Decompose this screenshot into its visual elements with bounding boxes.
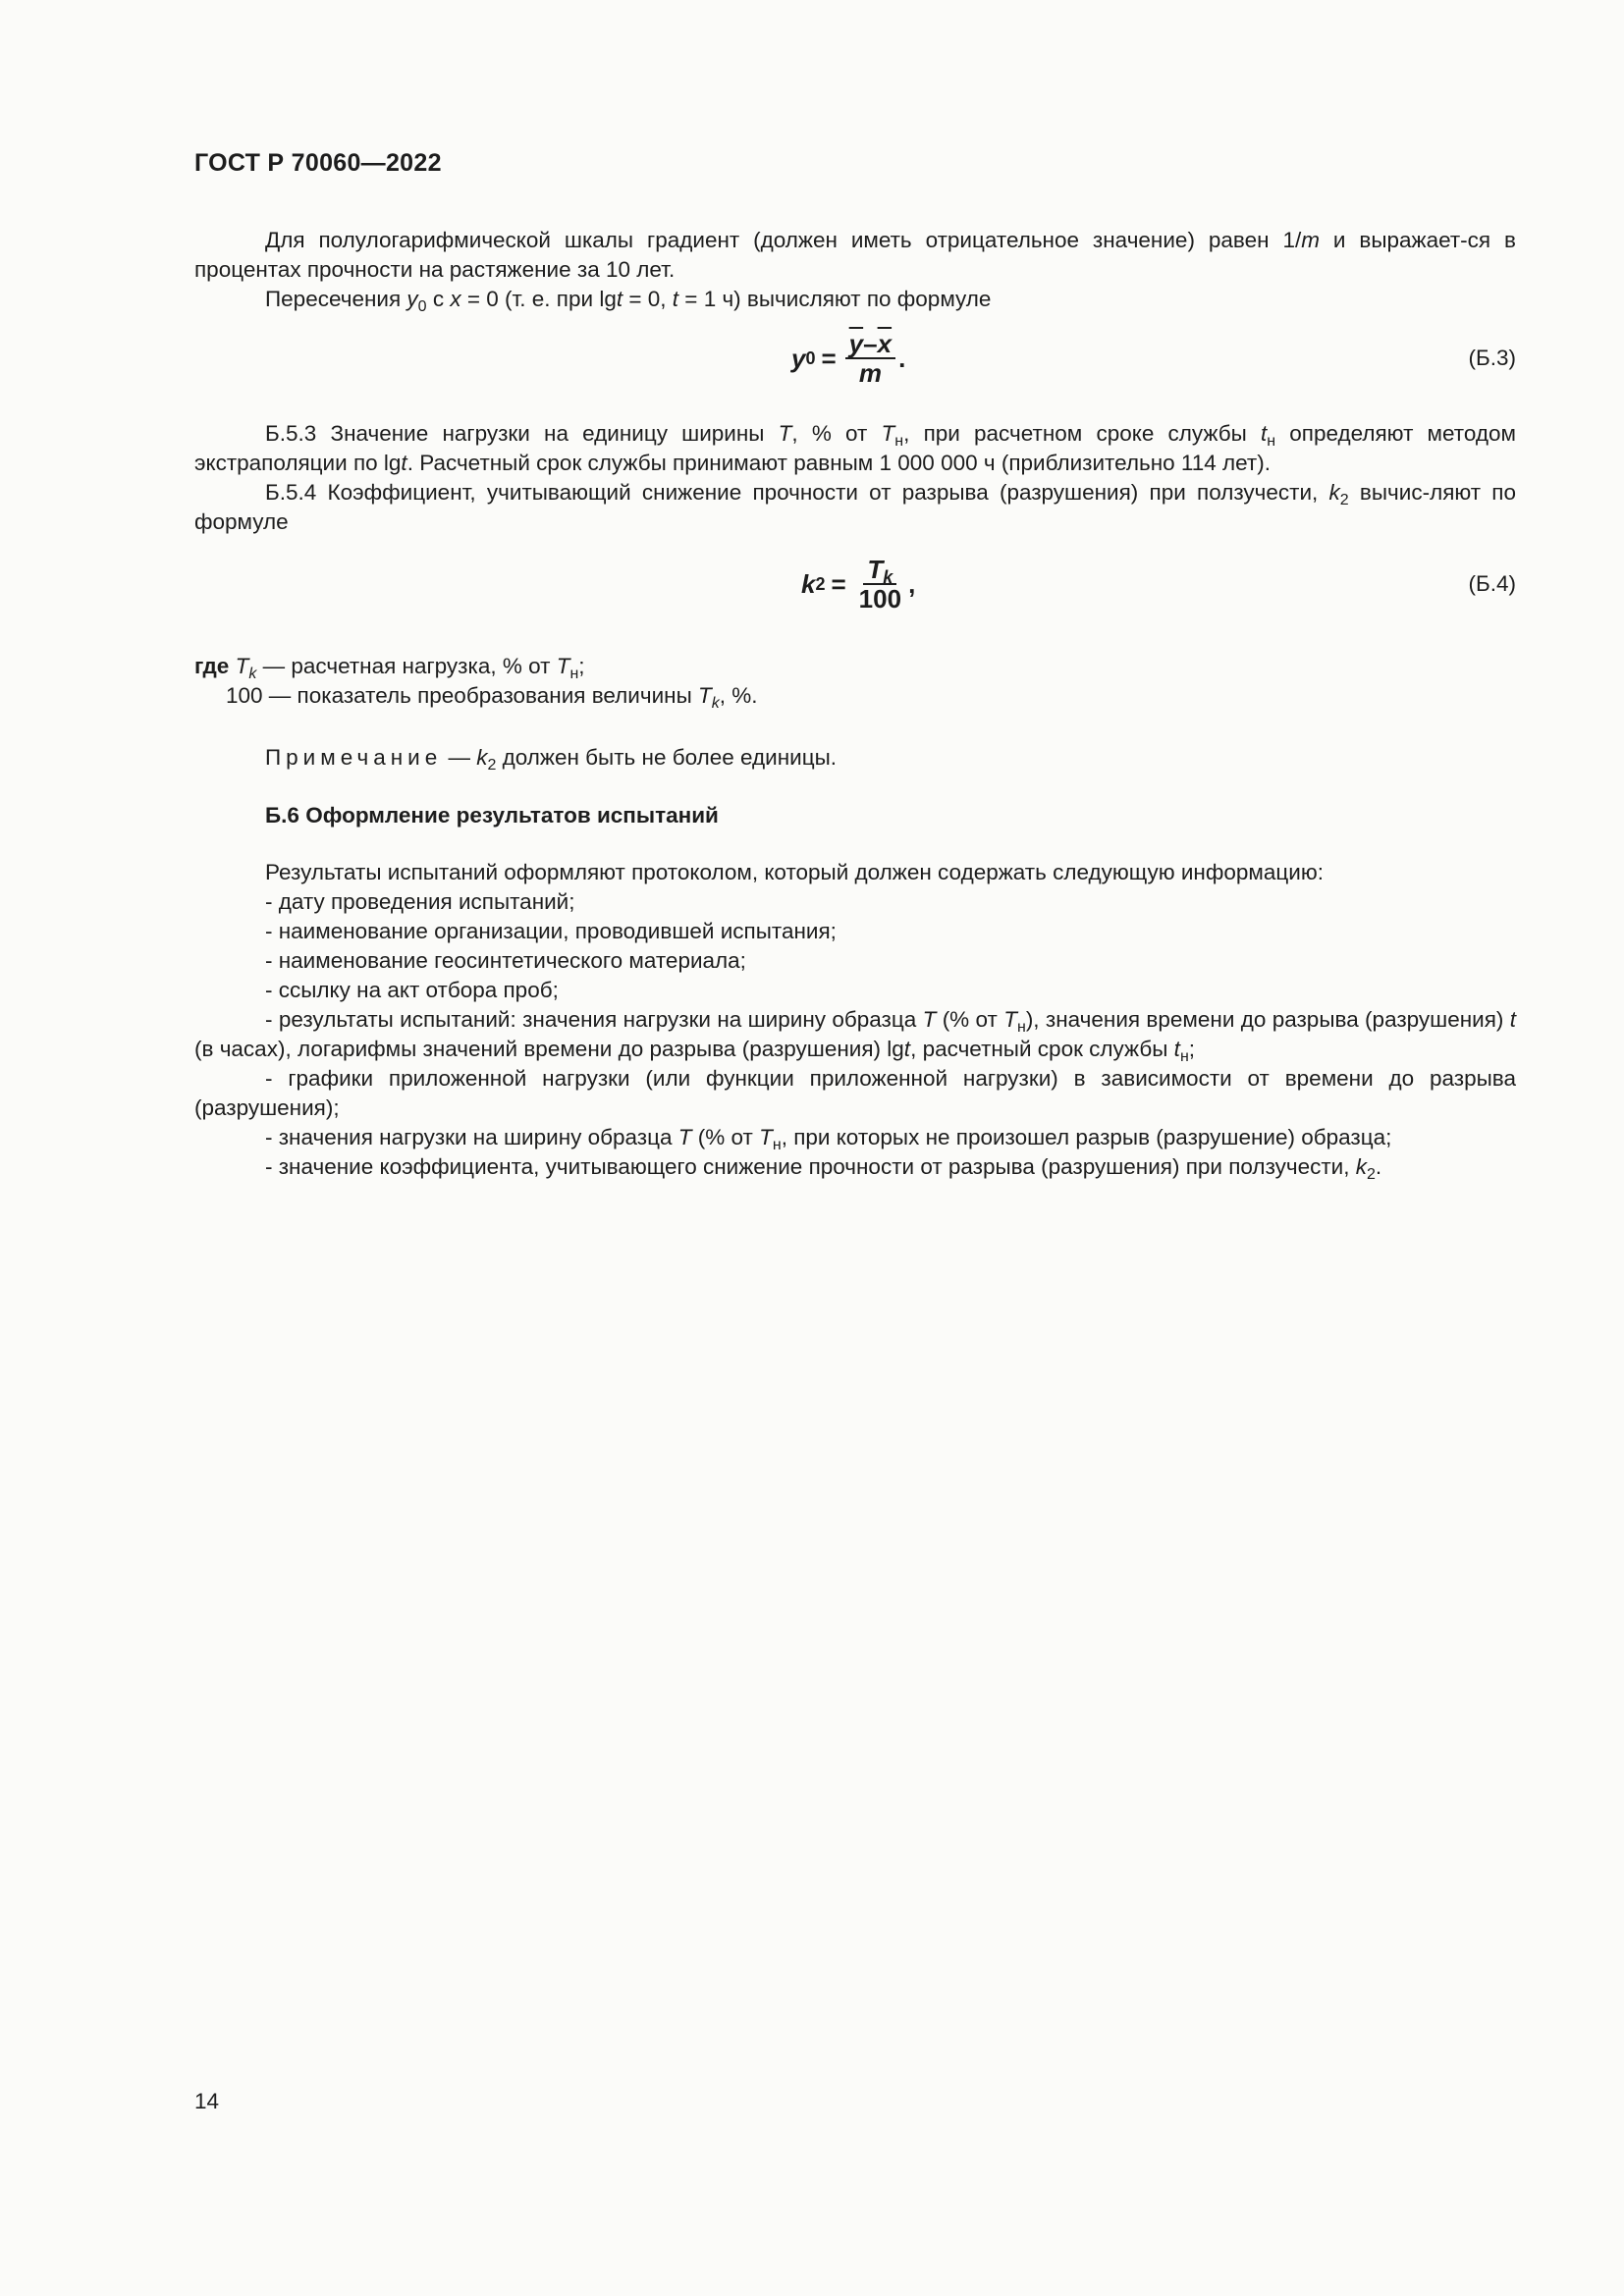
list-item: - наименование геосинтетического материала; (265, 948, 746, 973)
formula-b4-fraction: $\frac{T_k}{100}$ (858, 555, 902, 614)
section-b6 (194, 801, 1516, 1182)
list-item: - значения нагрузки на ширину образца T (% от $T_н$, при которых не произошел разрыв (разрушение) образца; (265, 1125, 1392, 1153)
formula-b4-number: (Б.4) (1468, 571, 1516, 596)
list-item: - наименование организации, проводившей испытания; (265, 919, 837, 943)
results-intro: Результаты испытаний оформляют протоколом, который должен содержать следующую информацию: (265, 860, 1324, 884)
where-block (194, 652, 1516, 711)
list-item: - ссылку на акт отбора проб; (265, 978, 559, 1002)
paragraph-gradient: Для полулогарифмической шкалы градиент (должен иметь отрицательное значение) равен 1/m и выражает-ся в процентах прочности на растяжение за 10 лет. (194, 228, 1516, 282)
page-number: 14 (194, 2089, 220, 2113)
where-line-2: 100 — показатель преобразования величины $T_k$, %. (226, 683, 758, 712)
note: Примечание — $k_2$ должен быть не более единицы. (265, 745, 838, 774)
clause-b5-4: Б.5.4 Коэффициент, учитывающий снижение прочности от разрыва (разрушения) при ползучести, $k_2$ вычис-ляют по формуле (194, 480, 1516, 534)
list-item: - графики приложенной нагрузки (или функции приложенной нагрузки) в зависимости от времени до разрыва (разрушения); (194, 1066, 1516, 1120)
formula-b3-expression: y 0 = $\frac{\overline{y}-\overline{x}}{m}$ . (791, 329, 906, 388)
list-item: - дату проведения испытаний; (265, 889, 575, 914)
clause-b5-3: Б.5.3 Значение нагрузки на единицу ширины T, % от $T_н$, при расчетном сроке службы $t_н$ определяют методом экстраполяции по lgt. Расчетный срок службы принимают равным 1 000 000 ч (приблизительно 114 лет). (194, 421, 1516, 475)
intro-block (194, 226, 1516, 314)
paragraph-intersection: Пересечения $y_0$ с x = 0 (т. е. при lgt = 0, t = 1 ч) вычисляют по формуле (265, 287, 992, 315)
list-item: - значение коэффициента, учитывающего снижение прочности от разрыва (разрушения) при ползучести, $k_2$. (265, 1154, 1382, 1183)
formula-b3-number: (Б.3) (1468, 346, 1516, 370)
list-item: - результаты испытаний: значения нагрузки на ширину образца T (% от $T_н$), значения времени до разрыва (разрушения) t (в часах), логарифмы значений времени до разрыва (разрушения) lgt, расчетный срок службы $t_н$; (194, 1007, 1516, 1065)
clauses-block (194, 419, 1516, 537)
formula-b4 (194, 555, 1516, 614)
where-line-1: где $T_k$ — расчетная нагрузка, % от $T_н$; (194, 654, 585, 682)
document-header: ГОСТ Р 70060—2022 (194, 149, 442, 177)
note-block (194, 743, 1516, 773)
formula-b4-expression: k 2 = $\frac{T_k}{100}$ , (801, 555, 916, 614)
formula-b3 (194, 329, 1516, 388)
formula-b3-fraction: $\frac{\overline{y}-\overline{x}}{m}$ (845, 330, 895, 387)
section-title: Б.6 Оформление результатов испытаний (265, 803, 719, 828)
